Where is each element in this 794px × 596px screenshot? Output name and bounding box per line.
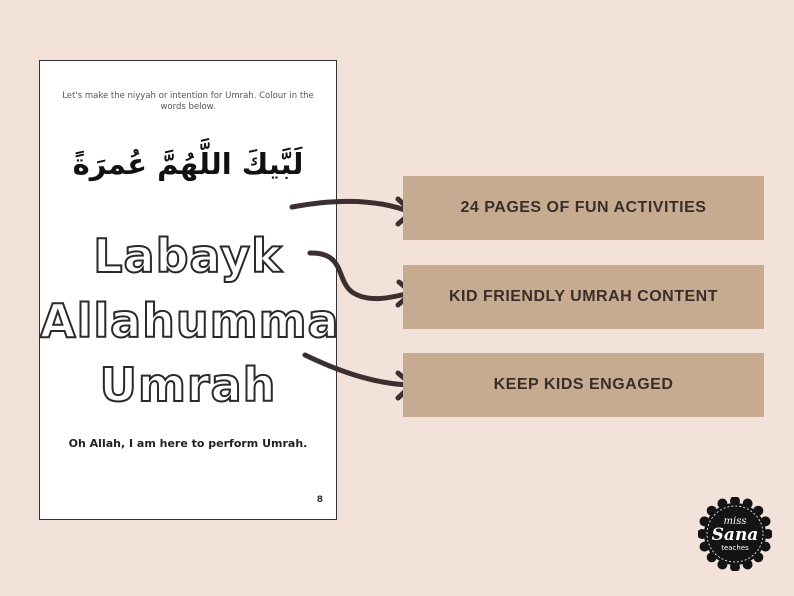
logo-line-miss: miss bbox=[723, 515, 747, 527]
feature-box-activities: 24 PAGES OF FUN ACTIVITIES bbox=[403, 176, 764, 240]
arrow-2 bbox=[310, 253, 410, 299]
outline-word-umrah: Umrah bbox=[99, 358, 277, 412]
feature-box-engaged: KEEP KIDS ENGAGED bbox=[403, 353, 764, 417]
brand-logo bbox=[698, 497, 772, 571]
logo-text bbox=[698, 497, 772, 571]
arrow-1 bbox=[292, 201, 410, 212]
outline-word-labayk: Labayk bbox=[93, 229, 283, 283]
english-meaning: Oh Allah, I am here to perform Umrah. bbox=[68, 437, 308, 450]
page-number: 8 bbox=[316, 495, 323, 505]
logo-line-teaches: teaches bbox=[721, 543, 749, 552]
arabic-niyyah-text: لَبَّيكَ اللَّهُمَّ عُمرَةً bbox=[72, 147, 304, 181]
arrow-3 bbox=[305, 355, 410, 385]
outline-word-allahumma: Allahumma bbox=[40, 294, 340, 348]
feature-box-content: KID FRIENDLY UMRAH CONTENT bbox=[403, 265, 764, 329]
logo-line-sana: Sana bbox=[711, 524, 759, 545]
instruction-text: Let's make the niyyah or intention for Umrah. Colour in the words below. bbox=[62, 91, 314, 112]
